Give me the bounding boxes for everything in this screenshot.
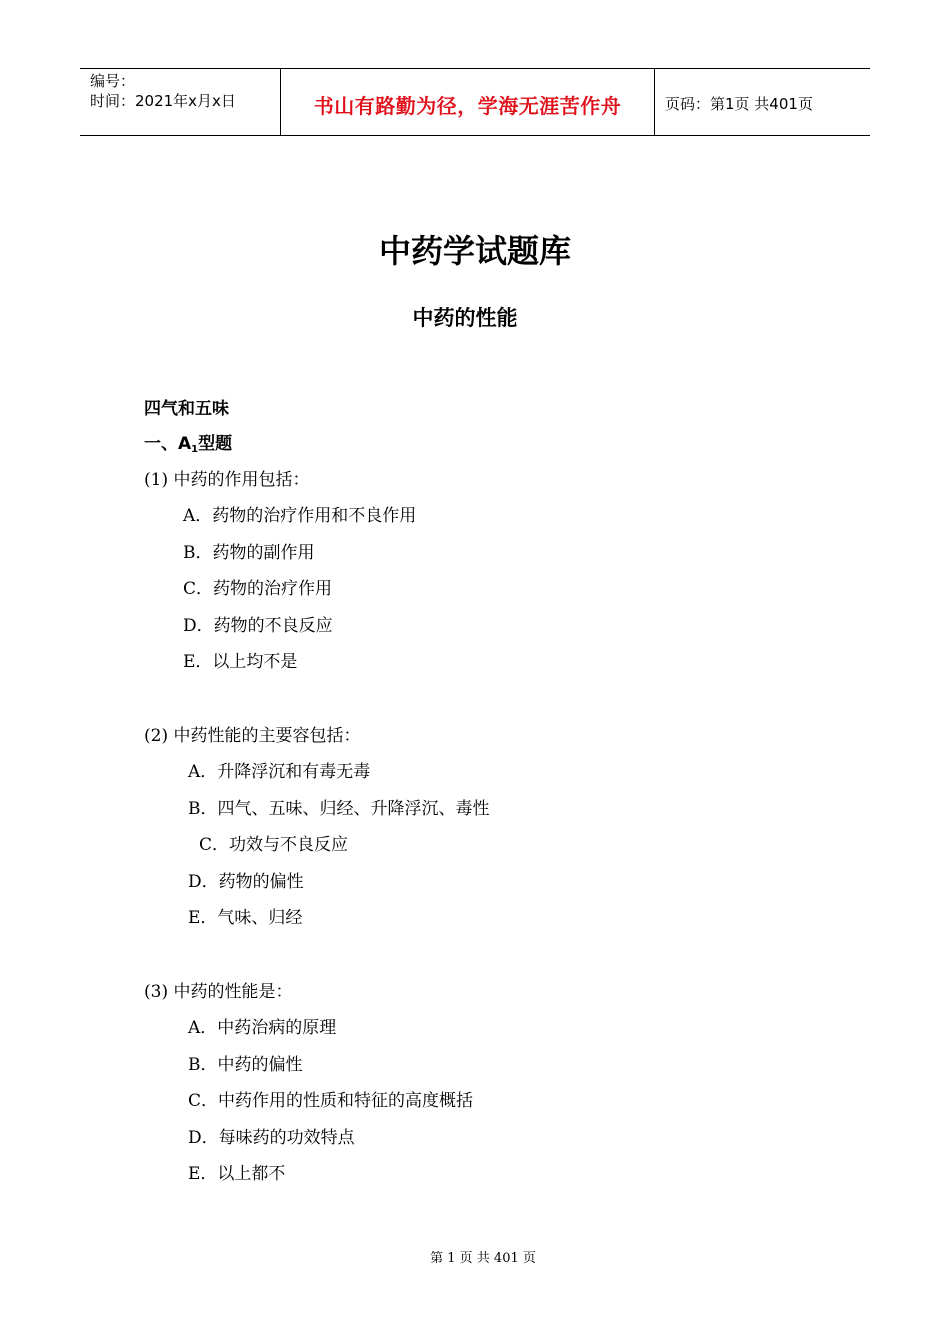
question-1-option-e: E．以上均不是 [183,652,298,672]
question-3-option-e: E．以上都不 [188,1164,286,1184]
page-info-text: 页码：第1页 共401页 [665,94,813,113]
question-2-option-a: A．升降浮沉和有毒无毒 [188,762,371,782]
type-prefix: 一、A [144,434,192,454]
header-motto: 书山有路勤为径，学海无涯苦作舟 [281,69,655,135]
type-subscript: 1 [191,444,199,455]
type-suffix: 型题 [198,434,233,454]
question-1-stem: (1) 中药的作用包括： [144,470,310,490]
number-label: 编号： [90,72,136,90]
question-1-option-d: D．药物的不良反应 [183,616,333,636]
question-2-stem: (2) 中药性能的主要容包括： [144,726,361,746]
document-header [80,68,870,136]
section-heading: 四气和五味 [144,399,229,419]
document-title: 中药学试题库 [378,232,571,270]
question-2-option-e: E．气味、归经 [188,908,303,928]
question-2-option-b: B．四气、五味、归经、升降浮沉、毒性 [188,799,490,819]
document-subtitle: 中药的性能 [412,306,518,330]
header-left-cell [80,69,281,135]
question-3-option-a: A．中药治病的原理 [188,1018,337,1038]
question-1-option-a: A．药物的治疗作用和不良作用 [183,506,417,526]
question-3-option-b: B．中药的偏性 [188,1055,303,1075]
question-1-option-c: C．药物的治疗作用 [183,579,333,599]
question-2-option-c: C．功效与不良反应 [199,835,349,855]
question-1-option-b: B．药物的副作用 [183,543,315,563]
header-page-info [655,69,870,135]
question-2-option-d: D．药物的偏性 [188,872,304,892]
question-3-option-c: C．中药作用的性质和特征的高度概括 [188,1091,474,1111]
page-footer: 第 1 页 共 401 页 [430,1251,536,1266]
question-3-stem: (3) 中药的性能是： [144,982,293,1002]
question-type-heading [144,429,232,454]
question-3-option-d: D．每味药的功效特点 [188,1128,355,1148]
time-label: 时间：2021年x月x日 [90,92,236,110]
